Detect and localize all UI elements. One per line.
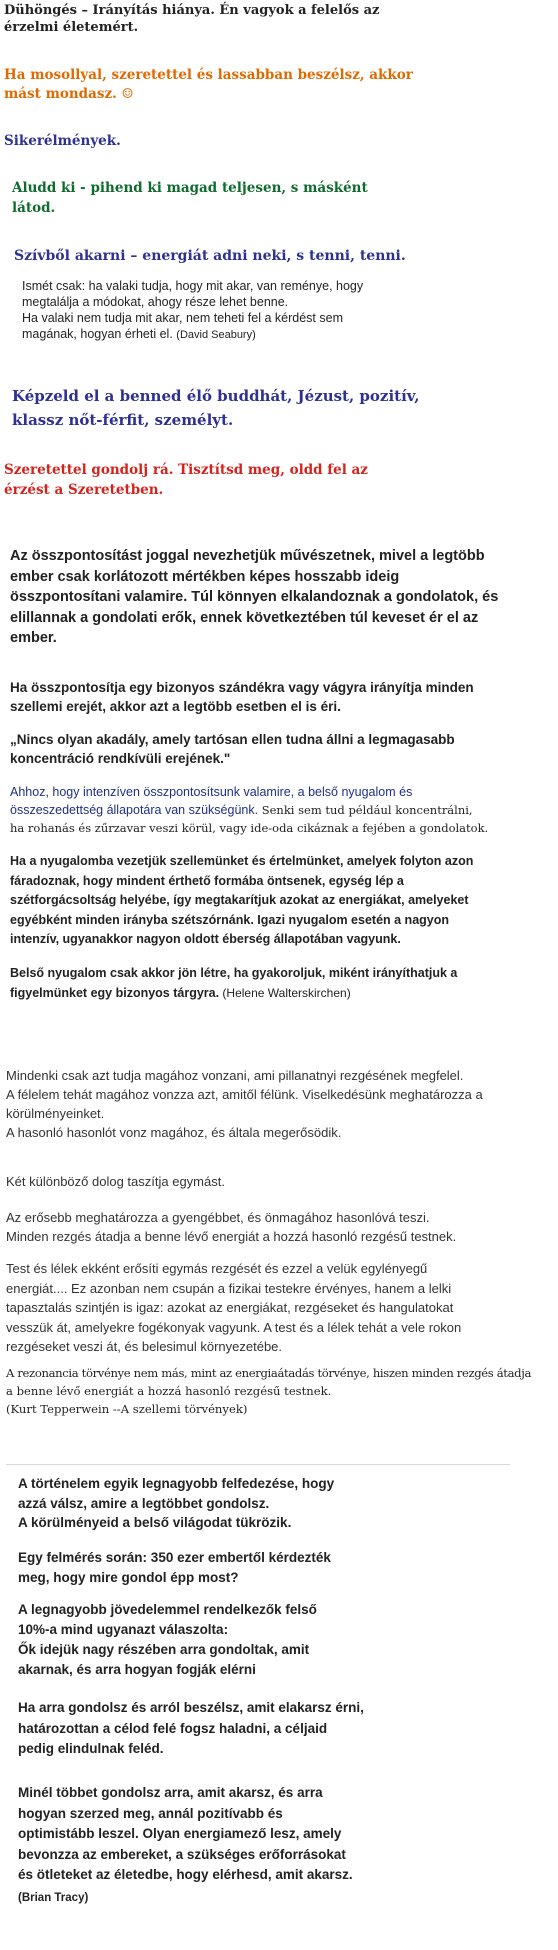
- tracy-p4-line: határozottan a célod felé fogsz haladni, a céljaid: [18, 1720, 328, 1736]
- tracy-p3-line: 10%-a mind ugyanazt válaszolta:: [18, 1622, 229, 1637]
- focus-p5-line: fáradoznak, hogy mindent érthető formába öntsenek, egység lép a: [10, 873, 404, 888]
- focus-p6-line-2-text: figyelmünket egy bizonyos tárgyra.: [10, 986, 220, 1000]
- love-line-1: Szeretettel gondolj rá. Tisztítsd meg, oldd fel az: [4, 462, 368, 478]
- vibration-p4-line: rezgéseket veszi át, és belesimul környezetébe.: [6, 1339, 283, 1354]
- seabury-line-1: Ismét csak: ha valaki tudja, hogy mit akar, van reménye, hogy: [22, 279, 364, 293]
- tracy-paragraph-2: [18, 1548, 558, 1587]
- focus-p3-line: „Nincs olyan akadály, amely tartósan ellen tudna állni a legmagasabb: [10, 732, 455, 747]
- vibration-p5-line: A rezonancia törvénye nem más, mint az energiaátadás törvénye, hiszen minden rezgés átadja: [6, 1366, 532, 1380]
- seabury-line-3: Ha valaki nem tudja mit akar, nem teheti fel a kérdést sem: [22, 311, 343, 325]
- seabury-quote: [22, 278, 558, 343]
- smile-line-2: mást mondasz. ☺: [4, 86, 134, 102]
- focus-p2-line: Ha összpontosítja egy bizonyos szándékra vagy vágyra irányítja minden: [10, 680, 474, 695]
- focus-p6-source: (Helene Walterskirchen): [219, 986, 351, 1000]
- tracy-p1-line: A körülményeid a belső világodat tükrözik.: [18, 1515, 292, 1530]
- tracy-p5-line: optimistább leszel. Olyan energiamező lesz, amely: [18, 1826, 342, 1841]
- focus-p1-line: ember.: [10, 630, 57, 646]
- buddha-line-1: Képzeld el a benned élő buddhát, Jézust, pozitív,: [12, 387, 420, 405]
- seabury-line-4-text: magának, hogyan érheti el.: [22, 327, 173, 341]
- tracy-paragraph-3: [18, 1600, 558, 1680]
- tracy-p4-line: Ha arra gondolsz és arról beszélsz, amit elakarsz érni,: [18, 1700, 364, 1715]
- vibration-p4-line: vesszük át, amelyekre fogékonyak vagyunk. A test és a lélek tehát a vele rokon: [6, 1319, 462, 1335]
- focus-p5-line: egyébként minden irányba szétszórnánk. Igazi nyugalom esetén a nagyon: [10, 912, 450, 927]
- focus-p4-line-2: [10, 801, 558, 819]
- tracy-p5-line: hogyan szerzed meg, annál pozitívabb és: [18, 1805, 283, 1821]
- love-line-2: érzést a Szeretetben.: [4, 482, 164, 498]
- smile-quote: [4, 66, 558, 104]
- tracy-p3-line: A legnagyobb jövedelemmel rendelkezők felső: [18, 1602, 317, 1617]
- vibration-p2-line: Két különböző dolog taszítja egymást.: [6, 1174, 225, 1189]
- vibration-p1-line: A félelem tehát magához vonzza azt, amitől félünk. Viselkedésünk meghatározza a: [6, 1087, 483, 1102]
- focus-p4-highlight: összeszedettség állapotára van szükségünk.: [10, 803, 259, 817]
- tracy-p5-line: bevonzza az embereket, a szükséges erőforrásokat: [18, 1846, 346, 1862]
- focus-p2-line: szellemi erejét, akkor azt a legtöbb esetben el is éri.: [10, 699, 341, 714]
- tracy-p4-line: pedig elindulnak feléd.: [18, 1741, 164, 1756]
- focus-p1-line: ember csak korlátozott mértékben képes hosszabb ideig: [10, 568, 400, 585]
- sleep-line-1: Aludd ki - pihend ki magad teljesen, s másként: [12, 180, 368, 196]
- love-quote: [4, 460, 558, 500]
- vibration-p4-line: Test és lélek ekként erősíti egymás rezgését és ezzel a velük egylényegű: [6, 1261, 428, 1276]
- focus-p4-line-1: Ahhoz, hogy intenzíven összpontosítsunk valamire, a belső nyugalom és: [10, 785, 413, 799]
- vibration-p4-line: tapasztalás szintjén is igaz: azokat az energiákat, rezgéseket és hangulatokat: [6, 1300, 454, 1315]
- vibration-p3-line: Minden rezgés átadja a benne lévő energiát a hozzá hasonló rezgésű testnek.: [6, 1229, 457, 1244]
- focus-p4-tail: Senki sem tud például koncentrálni,: [258, 803, 473, 817]
- tracy-source: [18, 1890, 558, 1906]
- vibration-paragraph-5: [6, 1364, 558, 1418]
- tracy-p5-line: és ötleteket az életedbe, hogy elérhesd, amit akarsz.: [18, 1867, 353, 1882]
- buddha-quote: [12, 384, 558, 432]
- rage-line-2: érzelmi életemért.: [4, 20, 139, 35]
- seabury-line-2: megtalálja a módokat, ahogy része lehet benne.: [22, 295, 289, 309]
- vibration-paragraph-1: [6, 1066, 558, 1142]
- focus-p1-line: elillannak a gondolati erők, ennek következtében túl keveset ér el az: [10, 609, 479, 626]
- tracy-p1-line: azzá válsz, amire a legtöbbet gondolsz.: [18, 1495, 270, 1511]
- vibration-p3-line: Az erősebb meghatározza a gyengébbet, és önmagához hasonlóvá teszi.: [6, 1210, 430, 1225]
- sleep-line-2: látod.: [12, 200, 56, 216]
- vibration-p1-line: A hasonló hasonlót vonz magához, és általa megerősödik.: [6, 1125, 342, 1140]
- tracy-p2-line: Egy felmérés során: 350 ezer embertől kérdezték: [18, 1550, 331, 1565]
- focus-paragraph-3: [10, 730, 558, 768]
- seabury-line-4: [22, 326, 558, 343]
- vibration-p1-line: Mindenki csak azt tudja magához vonzani, ami pillanatnyi rezgésének megfelel.: [6, 1068, 464, 1083]
- tracy-p1-line: A történelem egyik legnagyobb felfedezése, hogy: [18, 1476, 335, 1491]
- focus-p5-line: Ha a nyugalomba vezetjük szellemünket és értelmünket, amelyek folyton azon: [10, 854, 474, 868]
- vibration-paragraph-3: [6, 1208, 558, 1246]
- tracy-p3-line: Ők idejük nagy részében arra gondoltak, amit: [18, 1642, 310, 1657]
- tracy-p2-line: meg, hogy mire gondol épp most?: [18, 1569, 239, 1585]
- seabury-source: (David Seabury): [176, 329, 256, 341]
- tracy-p5-line: Minél többet gondolsz arra, amit akarsz, és arra: [18, 1785, 323, 1800]
- rage-line-1: Dühöngés – Irányítás hiánya. Én vagyok a felelős az: [4, 3, 380, 18]
- heart-quote: [14, 246, 558, 266]
- heart-line: Szívből akarni – energiát adni neki, s tenni, tenni.: [14, 248, 406, 264]
- success-line: Sikerélmények.: [4, 133, 121, 149]
- focus-p4-line-3: ha rohanás és zűrzavar veszi körül, vagy ide-oda cikáznak a fejében a gondolatok.: [10, 821, 489, 835]
- tracy-p3-line: akarnak, és arra hogyan fogják elérni: [18, 1662, 256, 1677]
- focus-paragraph-2: [10, 678, 558, 716]
- vibration-p5-line: a benne lévő energiát a hozzá hasonló rezgésű testnek.: [6, 1384, 332, 1398]
- focus-p5-line: intenzív, ugyanakkor nagyon oldott éberség állapotában vagyunk.: [10, 932, 401, 946]
- focus-paragraph-5: [10, 852, 558, 950]
- focus-paragraph-1: [10, 546, 558, 649]
- focus-p3-line: koncentráció rendkívüli erejének.": [10, 751, 231, 766]
- tracy-paragraph-4: [18, 1698, 558, 1760]
- buddha-line-2: klassz nőt-férfit, személyt.: [12, 411, 234, 429]
- focus-p1-line: Az összpontosítást joggal nevezhetjük művészetnek, mivel a legtöbb: [10, 548, 485, 564]
- vibration-source: (Kurt Tepperwein --A szellemi törvények): [6, 1402, 248, 1416]
- vibration-p4-line: energiát.... Ez azonban nem csupán a fizikai testekre érvényes, hanem a lelki: [6, 1280, 452, 1296]
- success-quote: [4, 132, 558, 150]
- rage-quote: [4, 2, 558, 36]
- sleep-quote: [12, 178, 558, 218]
- vibration-paragraph-4: [6, 1259, 558, 1357]
- tracy-paragraph-1: [18, 1474, 558, 1533]
- focus-paragraph-4: [10, 783, 558, 837]
- tracy-source-line: (Brian Tracy): [18, 1892, 89, 1904]
- focus-p1-line: összpontosítani valamire. Túl könnyen elkalandoznak a gondolatok, és: [10, 589, 499, 605]
- smile-line-1: Ha mosollyal, szeretettel és lassabban beszélsz, akkor: [4, 67, 413, 83]
- vibration-paragraph-2: [6, 1172, 558, 1191]
- focus-p6-line-2: [10, 983, 558, 1003]
- focus-p6-line-1: Belső nyugalom csak akkor jön létre, ha gyakoroljuk, miként irányíthatjuk a: [10, 966, 458, 980]
- focus-p5-line: szétforgácsoltság helyébe, így megtakarítjuk azokat az energiákat, amelyeket: [10, 893, 469, 907]
- tracy-paragraph-5: [18, 1783, 558, 1886]
- section-divider: [6, 1464, 510, 1465]
- focus-paragraph-6: [10, 964, 558, 1003]
- vibration-p1-line: körülményeinket.: [6, 1106, 105, 1121]
